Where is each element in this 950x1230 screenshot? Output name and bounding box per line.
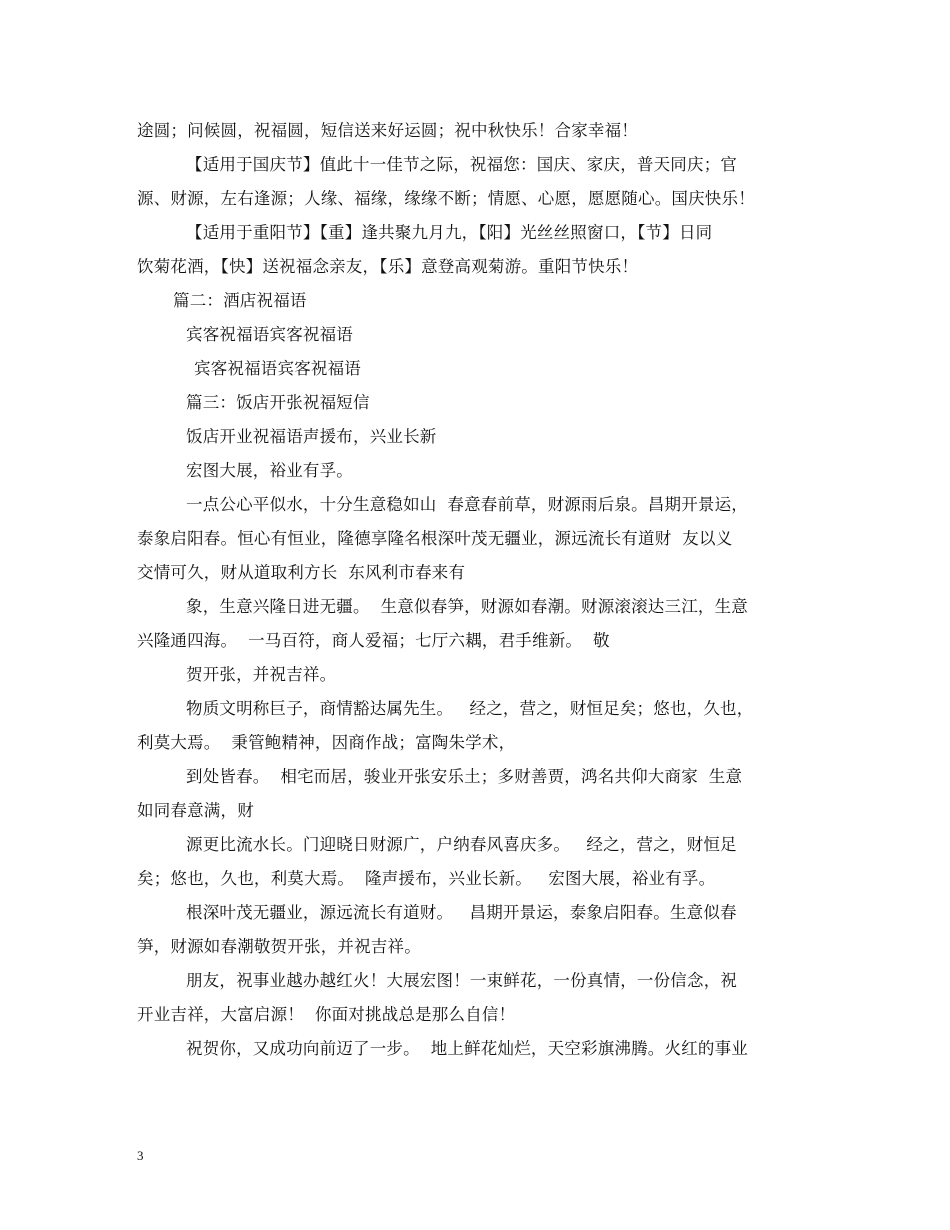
text-line: 象，生意兴隆日进无疆。 生意似春笋，财源如春潮。财源滚滚达三江，生意	[186, 597, 748, 616]
text-line: 饭店开业祝福语声援布，兴业长新	[186, 427, 437, 446]
text-line: 交情可久，财从道取利方长 东风利市春来有	[137, 563, 466, 582]
text-line: 如同春意满，财	[137, 801, 254, 820]
text-line: 笋，财源如春潮敬贺开张，并祝吉祥。	[137, 937, 421, 956]
text-line: 物质文明称巨子，商情豁达属先生。 经之，营之，财恒足矣；悠也，久也，	[186, 699, 754, 718]
text-line: 利莫大焉。 秉管鲍精神，因商作战；富陶朱学术，	[137, 733, 516, 752]
section-heading: 篇二：酒店祝福语	[173, 291, 307, 310]
text-line: 【适用于重阳节】【重】逢共聚九月九，【阳】光丝丝照窗口，【节】日同	[186, 223, 713, 242]
text-line: 贺开张，并祝吉祥。	[186, 665, 337, 684]
text-line: 宾客祝福语宾客祝福语	[186, 325, 353, 344]
text-line: 根深叶茂无疆业，源远流长有道财。 昌期开景运，泰象启阳春。生意似春	[186, 903, 737, 922]
text-line: 宏图大展，裕业有孚。	[186, 461, 353, 480]
text-line: 开业吉祥，大富启源！ 你面对挑战总是那么自信！	[137, 1005, 516, 1024]
text-line: 源更比流水长。门迎晓日财源广，户纳春风喜庆多。 经之，营之，财恒足	[186, 835, 737, 854]
text-line: 【适用于国庆节】值此十一佳节之际，祝福您：国庆、家庆，普天同庆；官	[186, 155, 738, 174]
text-line: 源、财源，左右逢源；人缘、福缘，缘缘不断；情愿、心愿，愿愿随心。国庆快乐！	[137, 189, 755, 208]
text-line: 朋友，祝事业越办越红火！大展宏图！一束鲜花，一份真情，一份信念，祝	[186, 971, 738, 990]
text-line: 兴隆通四海。 一马百符，商人爱福；七厅六耦，君手维新。 敬	[137, 631, 610, 650]
page-number: 3	[137, 1148, 144, 1163]
text-line: 途圆；问候圆，祝福圆，短信送来好运圆；祝中秋快乐！合家幸福！	[137, 121, 638, 140]
text-line: 宾客祝福语宾客祝福语	[194, 359, 361, 378]
text-line: 到处皆春。 相宅而居，骏业开张安乐土；多财善贾，鸿名共仰大商家 生意	[186, 767, 743, 786]
text-line: 一点公心平似水，十分生意稳如山 春意春前草，财源雨后泉。昌期开景运，	[186, 495, 748, 514]
text-line: 祝贺你，又成功向前迈了一步。 地上鲜花灿烂，天空彩旗沸腾。火红的事业	[186, 1039, 748, 1058]
section-heading: 篇三：饭店开张祝福短信	[186, 393, 370, 412]
text-line: 矣；悠也，久也，利莫大焉。 隆声援布，兴业长新。 宏图大展，裕业有孚。	[137, 869, 716, 888]
text-line: 饮菊花酒，【快】送祝福念亲友，【乐】意登高观菊游。重阳节快乐！	[137, 257, 639, 276]
text-line: 泰象启阳春。恒心有恒业，隆德享隆名根深叶茂无疆业，源远流长有道财 友以义	[137, 529, 733, 548]
